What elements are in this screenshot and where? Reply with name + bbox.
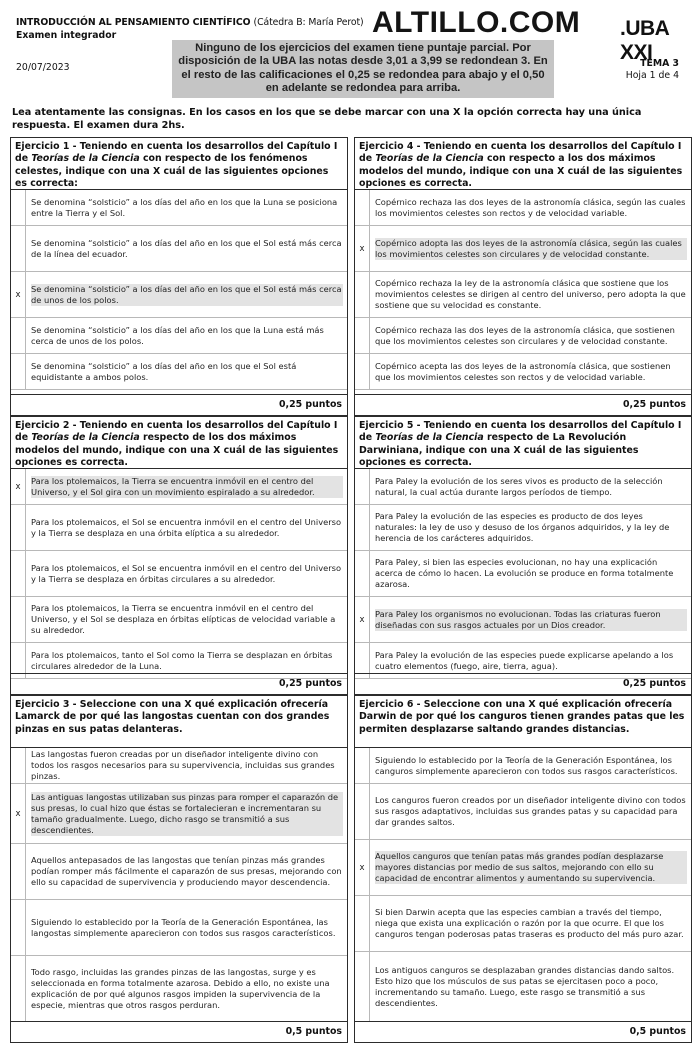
instructions: Lea atentamente las consignas. En los casos en los que se debe marcar con una X la opción correcta hay una única respuesta. El examen dura 2hs. (12, 107, 642, 131)
answer-checkbox[interactable]: x (359, 243, 365, 254)
answer-option[interactable] (11, 469, 347, 505)
option-text: Los antiguos canguros se desplazaban grandes distancias dando saltos. Esto hizo que los músculos de sus patas se ejercitasen poco a poco, incrementando su tamaño. Luego, este rasgo se transmitió a sus descendientes. (375, 964, 675, 1008)
option-text: Se denomina “solsticio” a los días del año en los que la Luna se posiciona entre la Tierra y el Sol. (31, 196, 338, 218)
answer-option[interactable] (355, 896, 691, 952)
answer-option[interactable] (355, 597, 691, 643)
answer-checkbox[interactable]: x (15, 808, 21, 819)
answer-option[interactable] (11, 748, 347, 784)
exam-header (0, 0, 700, 104)
option-text: Siguiendo lo establecido por la Teoría de la Generación Espontánea, los canguros simplemente aparecieron con todos sus rasgos característicos. (375, 754, 678, 776)
option-list (355, 469, 691, 679)
grading-notice: Ninguno de los ejercicios del examen tiene puntaje parcial. Por disposición de la UBA las notas desde 3,01 a 3,99 se redondean 3. En el resto de las calificaciones el 0,25 se redondea para abajo y el 0,50 en adelante se redondea para arriba. (172, 40, 554, 98)
exercise-prompt: Ejercicio 4 - Teniendo en cuenta los desarrollos del Capítulo I de Teorías de la Ciencia con respecto a los dos máximos modelos del mundo, indique con una X cuál de las siguientes opciones es correcta. (355, 138, 691, 190)
answer-option[interactable] (11, 956, 347, 1022)
option-text: Para los ptolemaicos, la Tierra se encuentra inmóvil en el centro del Universo, y el Sol gira con un movimiento espiralado a su alrededor. (31, 476, 343, 498)
option-text: Las langostas fueron creadas por un diseñador inteligente divino con todos los rasgos necesarios para su supervivencia, incluidas sus grandes pinzas. (31, 749, 335, 781)
option-text: Para Paley los organismos no evolucionan. Todas las criaturas fueron diseñadas con sus rasgos actuales por un Dios creador. (375, 609, 687, 631)
option-text: Para Paley, si bien las especies evolucionan, no hay una explicación acerca de cómo lo hacen. La evolución se produce en forma totalmente azarosa. (375, 557, 674, 589)
answer-option[interactable] (11, 505, 347, 551)
option-text: Si bien Darwin acepta que las especies cambian a través del tiempo, niega que exista una explicación o razón por la que ocurre. El que los canguros tengan poderosas patas traseras es producto del más puro azar. (375, 907, 684, 939)
option-text: Se denomina “solsticio” a los días del año en los que el Sol está más cerca de la línea del ecuador. (31, 237, 342, 259)
option-text: Copérnico rechaza la ley de la astronomía clásica que sostiene que los movimientos celestes se dirigen al centro del universo, pero adopta la que sostiene que su velocidad es constante. (375, 278, 686, 310)
altillo-logo: ALTILLO.COM (372, 6, 581, 39)
answer-option[interactable] (355, 190, 691, 226)
answer-option[interactable] (11, 272, 347, 318)
answer-option[interactable] (11, 318, 347, 354)
option-text: Se denomina “solsticio” a los días del año en los que la Luna está más cerca de unos de los polos. (31, 324, 324, 346)
answer-option[interactable] (355, 748, 691, 784)
option-list (11, 469, 347, 679)
uba-xxi-logo: .UBA XXI (620, 17, 669, 64)
exam-type: Examen integrador (16, 30, 117, 41)
answer-option[interactable] (355, 551, 691, 597)
exercise-points: 0,5 puntos (355, 1021, 691, 1042)
option-list (11, 190, 347, 390)
answer-option[interactable] (11, 844, 347, 900)
answer-option[interactable] (11, 900, 347, 956)
exercise-grid (10, 137, 692, 1043)
option-text: Copérnico rechaza las dos leyes de la astronomía clásica, según las cuales los movimientos celestes son rectos y de velocidad variable. (375, 196, 686, 218)
chair-name: (Cátedra B: María Perot) (253, 17, 364, 28)
option-text: Se denomina “solsticio” a los días del año en los que el Sol está más cerca de unos de los polos. (31, 283, 342, 305)
exercise-points: 0,25 puntos (11, 673, 347, 694)
exercise-prompt: Ejercicio 2 - Teniendo en cuenta los desarrollos del Capítulo I de Teorías de la Ciencia respecto de los dos máximos modelos del mundo, indique con una X cuál de las siguientes opciones es correcta. (11, 417, 347, 469)
option-text: Se denomina “solsticio” a los días del año en los que el Sol está equidistante a ambos polos. (31, 360, 297, 382)
exercise-points: 0,25 puntos (355, 673, 691, 694)
answer-option[interactable] (11, 597, 347, 643)
option-text: Para los ptolemaicos, el Sol se encuentra inmóvil en el centro del Universo y la Tierra se desplaza en una órbita elíptica a su alrededor. (31, 516, 342, 538)
exercise-points: 0,25 puntos (355, 394, 691, 415)
answer-option[interactable] (11, 190, 347, 226)
option-text: Para los ptolemaicos, la Tierra se encuentra inmóvil en el centro del Universo, y el Sol se desplaza en órbitas elípticas de velocidad variable a su alrededor. (31, 603, 336, 635)
answer-option[interactable] (355, 505, 691, 551)
exercise-prompt: Ejercicio 3 - Seleccione con una X qué explicación ofrecería Lamarck de por qué las langostas cuentan con dos grandes pinzas en sus patas delanteras. (11, 696, 347, 748)
exercise-prompt: Ejercicio 5 - Teniendo en cuenta los desarrollos del Capítulo I de Teorías de la Ciencia respecto de La Revolución Darwiniana, indique con una X cuál de las siguientes opciones es correcta. (355, 417, 691, 469)
course-title: INTRODUCCIÓN AL PENSAMIENTO CIENTÍFICO (Cátedra B: María Perot) (16, 17, 364, 28)
exercise-5 (354, 416, 692, 695)
answer-option[interactable] (11, 784, 347, 844)
answer-option[interactable] (355, 840, 691, 896)
exercise-2 (10, 416, 348, 695)
option-text: Aquellos antepasados de las langostas que tenían pinzas más grandes podían romper más fácilmente el caparazón de sus presas, mejorando con ello su capacidad de supervivencia y produciendo mayor descendencia. (31, 855, 342, 887)
exam-date: 20/07/2023 (16, 62, 70, 73)
answer-option[interactable] (355, 469, 691, 505)
answer-option[interactable] (355, 784, 691, 840)
answer-checkbox[interactable]: x (359, 614, 365, 625)
exercise-4 (354, 137, 692, 416)
answer-checkbox[interactable]: x (359, 862, 365, 873)
option-text: Todo rasgo, incluidas las grandes pinzas de las langostas, surge y es seleccionada en forma totalmente azarosa. Debido a ello, no existe una explicación de por qué algunos rasgos impiden la supervivencia de la especie, mientras que otros rasgos perduran. (31, 966, 330, 1010)
answer-option[interactable] (11, 226, 347, 272)
option-text: Las antiguas langostas utilizaban sus pinzas para romper el caparazón de sus presas, lo cual hizo que éstas se fortalecieran e incrementaran su tamaño gradualmente. Luego, dicho rasgo se transmitió a sus descendientes. (31, 792, 343, 836)
option-text: Para los ptolemaicos, tanto el Sol como la Tierra se desplazan en órbitas circulares alrededor de la Luna. (31, 649, 333, 671)
option-text: Copérnico rechaza las dos leyes de la astronomía clásica, que sostienen que los movimientos celestes son circulares y de velocidad constante. (375, 324, 675, 346)
exercise-3 (10, 695, 348, 1043)
exercise-prompt: Ejercicio 1 - Teniendo en cuenta los desarrollos del Capítulo I de Teorías de la Ciencia con respecto de los fenómenos celestes, indique con una X cuál de las siguientes opciones es correcta: (11, 138, 347, 190)
option-list (11, 748, 347, 1022)
answer-option[interactable] (355, 354, 691, 390)
answer-option[interactable] (355, 318, 691, 354)
option-text: Copérnico adopta las dos leyes de la astronomía clásica, según las cuales los movimientos celestes son circulares y de velocidad constante. (375, 238, 687, 260)
answer-option[interactable] (355, 952, 691, 1022)
exercise-points: 0,25 puntos (11, 394, 347, 415)
option-text: Para Paley la evolución de los seres vivos es producto de la selección natural, la cual actúa durante largos períodos de tiempo. (375, 475, 663, 497)
option-text: Para Paley la evolución de las especies puede explicarse apelando a los cuatro elementos (fuego, aire, tierra, agua). (375, 649, 674, 671)
answer-option[interactable] (355, 226, 691, 272)
page-number: Hoja 1 de 4 (625, 70, 679, 81)
option-list (355, 190, 691, 390)
option-text: Siguiendo lo establecido por la Teoría de la Generación Espontánea, las langostas simplemente aparecieron con todos sus rasgos característicos. (31, 916, 336, 938)
exercise-prompt: Ejercicio 6 - Seleccione con una X qué explicación ofrecería Darwin de por qué los canguros tienen grandes patas que les permiten desplazarse saltando grandes distancias. (355, 696, 691, 748)
answer-option[interactable] (355, 272, 691, 318)
option-text: Los canguros fueron creados por un diseñador inteligente divino con todos sus rasgos adaptativos, incluidas sus grandes patas y su capacidad para dar grandes saltos. (375, 795, 686, 827)
exercise-6 (354, 695, 692, 1043)
option-list (355, 748, 691, 1022)
option-text: Para los ptolemaicos, el Sol se encuentra inmóvil en el centro del Universo y la Tierra se desplaza en órbitas circulares a su alrededor. (31, 562, 342, 584)
answer-option[interactable] (11, 354, 347, 390)
exercise-points: 0,5 puntos (11, 1021, 347, 1042)
option-text: Para Paley la evolución de las especies es producto de dos leyes naturales: la ley de uso y desuso de los órganos adquiridos, y la ley de herencia de los carácteres adquiridos. (375, 511, 670, 543)
answer-checkbox[interactable]: x (15, 481, 21, 492)
answer-checkbox[interactable]: x (15, 289, 21, 300)
tema-label: TEMA 3 (640, 58, 679, 69)
answer-option[interactable] (11, 551, 347, 597)
option-text: Copérnico acepta las dos leyes de la astronomía clásica, que sostienen que los movimientos celestes son rectos y de velocidad variable. (375, 360, 671, 382)
exercise-1 (10, 137, 348, 416)
option-text: Aquellos canguros que tenían patas más grandes podían desplazarse mayores distancias por medio de sus saltos, mejorando con ello su capacidad de encontrar alimentos y aumentando su supervivencia. (375, 851, 687, 884)
